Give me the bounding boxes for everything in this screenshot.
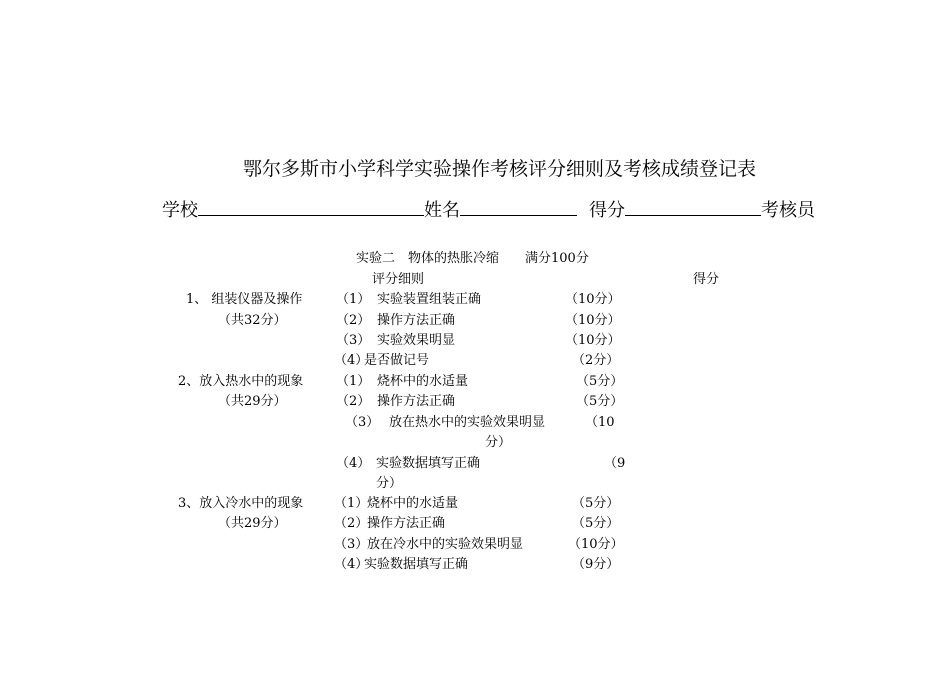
- item-points-part: （9: [604, 456, 626, 471]
- item-number: （3）: [345, 415, 380, 430]
- name-field[interactable]: [460, 195, 577, 216]
- item-text: 操作方法正确: [367, 516, 446, 531]
- section-1-title: 1、 组装仪器及操作: [186, 292, 303, 307]
- item-number: （3）: [334, 537, 369, 552]
- examiner-label: 考核员: [761, 200, 815, 221]
- school-field[interactable]: [198, 195, 424, 216]
- score-column-header: 得分: [693, 272, 720, 287]
- item-points: （5分）: [572, 496, 620, 511]
- item-number: （4）: [334, 557, 369, 572]
- item-points-part: 分）: [376, 476, 403, 491]
- item-points: （10分）: [565, 333, 621, 348]
- item-number: （1）: [334, 496, 369, 511]
- section-2-title: 2、放入热水中的现象: [178, 374, 304, 389]
- item-points: （9分）: [572, 557, 620, 572]
- info-line: [162, 195, 815, 222]
- item-text: 实验数据填写正确: [376, 456, 481, 471]
- item-points-part: （10: [585, 415, 615, 430]
- item-points-part: 分）: [485, 435, 512, 450]
- item-number: （4）: [334, 353, 369, 368]
- item-points: （2分）: [572, 353, 620, 368]
- item-text: 是否做记号: [364, 353, 430, 368]
- item-text: 实验效果明显: [377, 333, 456, 348]
- item-text: 烧杯中的水适量: [367, 496, 459, 511]
- section-2-subtotal: （共29分）: [218, 394, 287, 409]
- item-number: （2）: [334, 516, 369, 531]
- score-field[interactable]: [625, 195, 761, 216]
- item-number: （1）: [336, 374, 371, 389]
- criteria-column-header: 评分细则: [372, 272, 425, 287]
- page-title: 鄂尔多斯市小学科学实验操作考核评分细则及考核成绩登记表: [243, 158, 757, 180]
- item-text: 烧杯中的水适量: [377, 374, 469, 389]
- item-points: （10分）: [565, 313, 621, 328]
- item-points: （10分）: [565, 292, 621, 307]
- section-1-subtotal: （共32分）: [218, 313, 287, 328]
- item-text: 操作方法正确: [377, 394, 456, 409]
- item-points: （10分）: [568, 537, 624, 552]
- item-text: 放在冷水中的实验效果明显: [367, 537, 524, 552]
- name-label: 姓名: [424, 200, 460, 221]
- item-points: （5分）: [576, 374, 624, 389]
- item-points: （5分）: [572, 516, 620, 531]
- item-number: （4）: [336, 456, 371, 471]
- item-text: 放在热水中的实验效果明显: [389, 415, 546, 430]
- score-label: 得分: [589, 200, 625, 221]
- section-3-title: 3、放入冷水中的现象: [178, 496, 304, 511]
- item-text: 操作方法正确: [377, 313, 456, 328]
- item-number: （3）: [336, 333, 371, 348]
- experiment-heading: 实验二 物体的热胀冷缩 满分100分: [356, 251, 589, 266]
- item-number: （2）: [336, 313, 371, 328]
- item-text: 实验数据填写正确: [364, 557, 469, 572]
- item-number: （2）: [336, 394, 371, 409]
- item-points: （5分）: [576, 394, 624, 409]
- item-number: （1）: [336, 292, 371, 307]
- school-label: 学校: [162, 200, 198, 221]
- item-text: 实验装置组装正确: [377, 292, 482, 307]
- section-3-subtotal: （共29分）: [218, 516, 287, 531]
